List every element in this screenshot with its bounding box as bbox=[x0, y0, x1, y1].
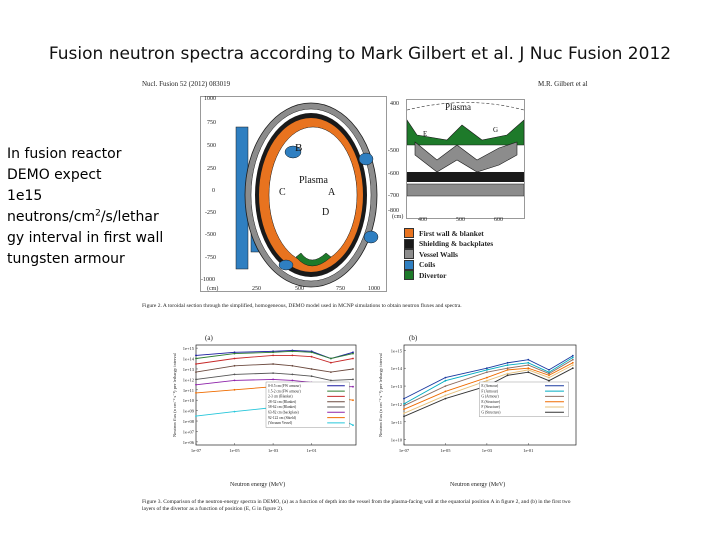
data-point bbox=[234, 389, 236, 391]
ytick: 750 bbox=[207, 120, 216, 126]
data-point bbox=[486, 371, 488, 373]
data-point bbox=[292, 350, 294, 352]
data-point bbox=[548, 380, 550, 382]
data-point bbox=[330, 380, 332, 382]
data-point bbox=[548, 373, 550, 375]
y-tick-label: 1e+09 bbox=[182, 408, 194, 414]
label-C: C bbox=[279, 187, 286, 198]
plot-legend-label: F (Structure) bbox=[481, 405, 500, 410]
data-point bbox=[527, 371, 529, 373]
legend-swatch bbox=[404, 249, 414, 259]
material-legend bbox=[404, 228, 524, 281]
ytick: -800 bbox=[388, 208, 399, 214]
ytick: 1000 bbox=[204, 96, 216, 102]
plot-legend-label: 2-3 cm (Blanket) bbox=[268, 394, 293, 399]
data-point bbox=[330, 358, 332, 360]
data-point bbox=[445, 395, 447, 397]
x-tick-label: 1e-01 bbox=[523, 448, 534, 453]
tokamak-section-figure bbox=[200, 96, 387, 292]
x-tick-label: 1e-07 bbox=[190, 448, 202, 453]
legend-label: Divertor bbox=[419, 270, 447, 280]
ytick: -1000 bbox=[201, 277, 215, 283]
ytick: -600 bbox=[388, 171, 399, 177]
xtick: 500 bbox=[295, 286, 304, 292]
data-point bbox=[572, 359, 574, 361]
y-axis-label: Neutron flux (n cm⁻² s⁻¹) per lethargy interval bbox=[378, 353, 383, 437]
data-point bbox=[292, 380, 294, 382]
ytick: -750 bbox=[205, 255, 216, 261]
data-point bbox=[403, 408, 405, 410]
y-tick-label: 1e+13 bbox=[390, 384, 402, 390]
data-point bbox=[195, 384, 197, 386]
y-tick-label: 1e+10 bbox=[390, 437, 402, 443]
data-point bbox=[486, 369, 488, 371]
y-tick-label: 1e+11 bbox=[182, 387, 194, 393]
body-line: tungsten armour bbox=[7, 251, 125, 267]
data-point bbox=[352, 386, 354, 388]
plot-legend-label: G (Structure) bbox=[481, 410, 501, 415]
legend-label: Shielding & backplates bbox=[419, 239, 494, 249]
pf-coil bbox=[359, 153, 373, 165]
ytick: -700 bbox=[388, 193, 399, 199]
plot-legend-label: 0-0.5 cm (FW armour) bbox=[268, 384, 301, 388]
ytick: -250 bbox=[205, 210, 216, 216]
data-point bbox=[330, 362, 332, 364]
data-point bbox=[548, 374, 550, 376]
data-point bbox=[195, 355, 197, 357]
data-point bbox=[445, 385, 447, 387]
data-point bbox=[272, 379, 274, 381]
x-axis-label-b: Neutron energy (MeV) bbox=[450, 482, 506, 488]
plot-legend-label: 63-82 cm (backplate) bbox=[268, 410, 299, 415]
xtick: 750 bbox=[336, 286, 345, 292]
ytick: 250 bbox=[207, 166, 216, 172]
panel-label-a: (a) bbox=[205, 334, 213, 342]
data-point bbox=[272, 372, 274, 374]
data-point bbox=[234, 365, 236, 367]
data-point bbox=[311, 356, 313, 358]
body-text-fragment: /s/lethar bbox=[100, 209, 159, 225]
data-point bbox=[292, 355, 294, 357]
data-point bbox=[527, 369, 529, 371]
superscript-two: 2 bbox=[95, 208, 101, 219]
data-point bbox=[572, 367, 574, 369]
journal-header: Nucl. Fusion 52 (2012) 083019 bbox=[142, 80, 231, 88]
data-point bbox=[572, 364, 574, 366]
data-point bbox=[572, 355, 574, 357]
data-point bbox=[548, 369, 550, 371]
data-point bbox=[234, 380, 236, 382]
data-point bbox=[311, 351, 313, 353]
body-line bbox=[7, 207, 177, 228]
body-line: 1e15 bbox=[7, 188, 43, 204]
data-point bbox=[352, 358, 354, 360]
data-point bbox=[234, 411, 236, 413]
data-point bbox=[292, 365, 294, 367]
xtick: (cm) bbox=[392, 214, 404, 220]
plot-legend-label: 58-62 cm (Blanket) bbox=[268, 405, 297, 410]
legend-label: Vessel Walls bbox=[419, 249, 458, 259]
ytick: -500 bbox=[388, 148, 399, 154]
xtick: 400 bbox=[418, 217, 427, 223]
y-tick-label: 1e+13 bbox=[182, 366, 194, 372]
data-point bbox=[507, 364, 509, 366]
shielding-band bbox=[407, 172, 524, 182]
y-tick-label: 1e+10 bbox=[182, 398, 194, 404]
label-D: D bbox=[322, 207, 330, 218]
legend-label: First wall & blanket bbox=[419, 228, 484, 238]
data-point bbox=[403, 416, 405, 418]
data-point bbox=[507, 367, 509, 369]
y-tick-label: 1e+15 bbox=[182, 346, 194, 352]
y-axis-label: Neutron flux (n cm⁻² s⁻¹) per lethargy interval bbox=[172, 353, 177, 437]
legend-swatch bbox=[404, 270, 414, 280]
data-point bbox=[195, 392, 197, 394]
x-tick-label: 1e-03 bbox=[481, 448, 493, 453]
data-point bbox=[445, 377, 447, 379]
data-point bbox=[507, 369, 509, 371]
legend-item bbox=[404, 249, 524, 260]
data-point bbox=[445, 398, 447, 400]
y-tick-label: 1e+14 bbox=[182, 356, 194, 362]
label-E: E bbox=[423, 130, 428, 138]
divertor-diagram bbox=[407, 100, 524, 218]
legend-item bbox=[404, 260, 524, 271]
xtick: 250 bbox=[252, 286, 261, 292]
panel-label-b: (b) bbox=[409, 334, 418, 342]
x-tick-label: 1e-03 bbox=[267, 448, 279, 453]
legend-swatch bbox=[404, 228, 414, 238]
body-line: gy interval in first wall bbox=[7, 230, 164, 246]
data-point bbox=[272, 355, 274, 357]
y-tick-label: 1e+06 bbox=[182, 439, 194, 445]
data-point bbox=[234, 353, 236, 355]
pf-coil bbox=[364, 231, 378, 243]
divertor-structure bbox=[415, 142, 517, 172]
y-tick-label: 1e+07 bbox=[182, 429, 194, 435]
plot-legend-label: 28-32 cm (Blanket) bbox=[268, 399, 297, 404]
data-point bbox=[486, 377, 488, 379]
tokamak-diagram bbox=[201, 97, 386, 291]
data-point bbox=[507, 362, 509, 364]
data-point bbox=[234, 358, 236, 360]
legend-item bbox=[404, 239, 524, 250]
y-tick-label: 1e+12 bbox=[182, 377, 194, 383]
data-point bbox=[352, 399, 354, 401]
vessel-band bbox=[407, 184, 524, 196]
label-plasma-zoom: Plasma bbox=[445, 102, 471, 112]
data-point bbox=[292, 374, 294, 376]
data-point bbox=[527, 364, 529, 366]
data-point bbox=[527, 362, 529, 364]
legend-item bbox=[404, 270, 524, 281]
data-point bbox=[445, 380, 447, 382]
legend-label: Coils bbox=[419, 260, 436, 270]
data-point bbox=[507, 374, 509, 376]
data-point bbox=[572, 357, 574, 359]
label-A: A bbox=[328, 187, 336, 198]
data-point bbox=[195, 415, 197, 417]
body-line: DEMO expect bbox=[7, 167, 102, 183]
label-G: G bbox=[493, 126, 499, 134]
data-point bbox=[403, 398, 405, 400]
data-point bbox=[507, 373, 509, 375]
data-point bbox=[572, 362, 574, 364]
data-point bbox=[195, 379, 197, 381]
label-plasma: Plasma bbox=[299, 175, 328, 186]
xtick: (cm) bbox=[207, 286, 219, 292]
ytick: 500 bbox=[207, 143, 216, 149]
figure-3-caption: Figure 3. Comparison of the neutron-energy spectra in DEMO, (a) as a function of depth into the vessel from the plasma-facing wall at the equatorial position A in figure 2, and (b) in the first two layers of the divertor as a function of position (E, G in figure 2). bbox=[142, 499, 571, 512]
data-point bbox=[330, 371, 332, 373]
data-point bbox=[486, 380, 488, 382]
data-point bbox=[403, 403, 405, 405]
data-point bbox=[527, 367, 529, 369]
data-point bbox=[311, 375, 313, 377]
plot-legend-label: 1.5-2 cm (FW armour) bbox=[268, 389, 301, 394]
data-point bbox=[234, 374, 236, 376]
legend-item bbox=[404, 228, 524, 239]
slide-body-text bbox=[7, 144, 177, 270]
plot-legend-label: G (Armour) bbox=[481, 394, 499, 399]
ytick: 0 bbox=[212, 188, 215, 194]
pf-coil bbox=[279, 260, 293, 270]
body-line: In fusion reactor bbox=[7, 146, 122, 162]
data-point bbox=[352, 424, 354, 426]
x-tick-label: 1e-05 bbox=[440, 448, 451, 453]
legend-swatch bbox=[404, 260, 414, 270]
data-point bbox=[272, 351, 274, 353]
y-tick-label: 1e+14 bbox=[390, 366, 402, 372]
y-tick-label: 1e+15 bbox=[390, 348, 402, 354]
xtick: 500 bbox=[456, 217, 465, 223]
data-point bbox=[195, 358, 197, 360]
author-header: M.R. Gilbert et al bbox=[538, 80, 588, 88]
xtick: 600 bbox=[494, 217, 503, 223]
x-tick-label: 1e-07 bbox=[398, 448, 410, 453]
slide-title: Fusion neutron spectra according to Mark Gilbert et al. J Nuc Fusion 2012 bbox=[48, 44, 672, 64]
data-point bbox=[403, 412, 405, 414]
plot-legend-label: (Vacuum Vessel) bbox=[268, 421, 293, 426]
plot-legend-label: F (Armour) bbox=[481, 389, 499, 394]
data-point bbox=[486, 367, 488, 369]
data-point bbox=[548, 377, 550, 379]
x-tick-label: 1e-05 bbox=[229, 448, 240, 453]
spectrum-plot-a bbox=[168, 335, 363, 460]
data-point bbox=[527, 359, 529, 361]
y-tick-label: 1e+12 bbox=[390, 401, 402, 407]
data-point bbox=[445, 391, 447, 393]
y-tick-label: 1e+11 bbox=[390, 419, 402, 425]
ytick: -500 bbox=[205, 232, 216, 238]
data-point bbox=[352, 379, 354, 381]
data-point bbox=[352, 353, 354, 355]
data-point bbox=[352, 368, 354, 370]
data-point bbox=[195, 363, 197, 365]
body-text-fragment: neutrons/cm bbox=[7, 209, 96, 225]
data-point bbox=[272, 363, 274, 365]
plot-legend-label: E (Armour) bbox=[481, 384, 499, 388]
data-point bbox=[195, 371, 197, 373]
spectrum-plot-b bbox=[374, 335, 584, 460]
ytick: 400 bbox=[390, 101, 399, 107]
x-tick-label: 1e-01 bbox=[306, 448, 317, 453]
data-point bbox=[403, 405, 405, 407]
plot-legend-label: 92-122 cm (Shield) bbox=[268, 415, 296, 420]
legend-swatch bbox=[404, 239, 414, 249]
divertor-zoom-figure bbox=[406, 99, 525, 219]
y-tick-label: 1e+08 bbox=[182, 419, 194, 425]
data-point bbox=[311, 368, 313, 370]
label-B: B bbox=[295, 142, 303, 154]
x-axis-label-a: Neutron energy (MeV) bbox=[230, 482, 286, 488]
xtick: 1000 bbox=[368, 286, 380, 292]
plot-legend-label: E (Structure) bbox=[481, 399, 501, 404]
figure-2-caption: Figure 2. A toroidal section through the simplified, homogeneous, DEMO model used in MCNP simulations to obtain neutron fluxes and spectra. bbox=[142, 303, 462, 309]
